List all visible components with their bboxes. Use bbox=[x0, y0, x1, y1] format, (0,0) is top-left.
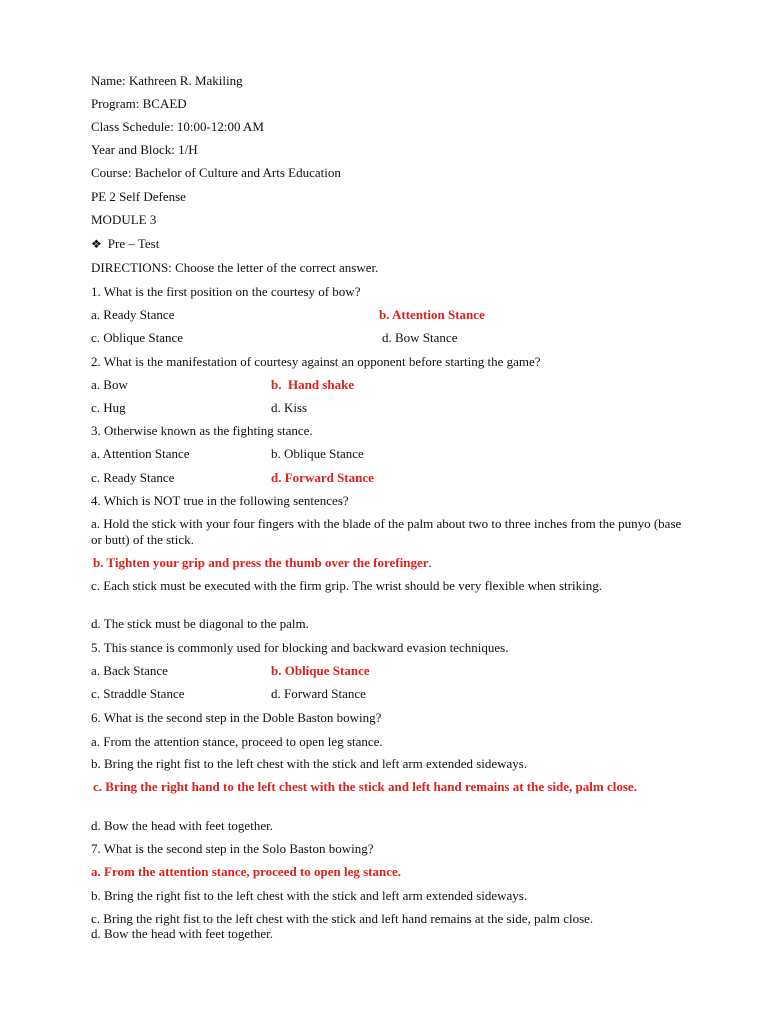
q2-option-b-answer: b. Hand shake bbox=[271, 377, 355, 392]
question-7: 7. What is the second step in the Solo Baston bowing? bbox=[91, 841, 374, 856]
course: Course: Bachelor of Culture and Arts Education bbox=[91, 165, 341, 180]
q4-option-b-answer: b. Tighten your grip and press the thumb over the forefinger. bbox=[93, 555, 432, 570]
question-2: 2. What is the manifestation of courtesy against an opponent before starting the game? bbox=[91, 354, 541, 369]
q2-option-d: d. Kiss bbox=[271, 400, 308, 415]
directions: DIRECTIONS: Choose the letter of the correct answer. bbox=[91, 260, 379, 275]
question-5: 5. This stance is commonly used for blocking and backward evasion techniques. bbox=[91, 640, 509, 655]
q3-option-a: a. Attention Stance bbox=[91, 446, 190, 461]
q7-option-d: d. Bow the head with feet together. bbox=[91, 926, 273, 941]
q1-option-a: a. Ready Stance bbox=[91, 307, 175, 322]
module-label: MODULE 3 bbox=[91, 212, 157, 227]
q1-option-d: d. Bow Stance bbox=[382, 330, 458, 345]
q5-option-c: c. Straddle Stance bbox=[91, 686, 185, 701]
q5-option-a: a. Back Stance bbox=[91, 663, 168, 678]
q4-option-d: d. The stick must be diagonal to the palm. bbox=[91, 616, 309, 631]
question-6: 6. What is the second step in the Doble Baston bowing? bbox=[91, 710, 382, 725]
q4-option-a: a. Hold the stick with your four fingers with the blade of the palm about two to three inches from the punyo (base or butt) of the stick. bbox=[91, 516, 682, 547]
q7-option-c: c. Bring the right fist to the left chest with the stick and left hand remains at the side, palm close. bbox=[91, 911, 594, 926]
q7-option-b: b. Bring the right fist to the left chest with the stick and left arm extended sideways. bbox=[91, 888, 528, 903]
year-block: Year and Block: 1/H bbox=[91, 142, 198, 157]
student-name: Name: Kathreen R. Makiling bbox=[91, 73, 243, 88]
q6-option-c-answer: c. Bring the right hand to the left chest with the stick and left hand remains at the side, palm close. bbox=[93, 779, 637, 794]
q6-option-d: d. Bow the head with feet together. bbox=[91, 818, 273, 833]
question-4: 4. Which is NOT true in the following sentences? bbox=[91, 493, 349, 508]
q2-option-a: a. Bow bbox=[91, 377, 128, 392]
section-title: Pre – Test bbox=[107, 236, 160, 251]
q2-option-c: c. Hug bbox=[91, 400, 126, 415]
q1-option-c: c. Oblique Stance bbox=[91, 330, 184, 345]
q6-option-a: a. From the attention stance, proceed to open leg stance. bbox=[91, 734, 383, 749]
q3-option-c: c. Ready Stance bbox=[91, 470, 175, 485]
program: Program: BCAED bbox=[91, 96, 187, 111]
q6-option-b: b. Bring the right fist to the left chest with the stick and left arm extended sideways. bbox=[91, 756, 528, 771]
q3-option-d-answer: d. Forward Stance bbox=[271, 470, 374, 485]
q4-option-c: c. Each stick must be executed with the firm grip. The wrist should be very flexible when striking. bbox=[91, 578, 602, 593]
question-1: 1. What is the first position on the courtesy of bow? bbox=[91, 284, 361, 299]
q5-option-d: d. Forward Stance bbox=[271, 686, 366, 701]
q1-option-b-answer: b. Attention Stance bbox=[379, 307, 485, 322]
q5-option-b-answer: b. Oblique Stance bbox=[271, 663, 370, 678]
question-3: 3. Otherwise known as the fighting stance. bbox=[91, 423, 313, 438]
section-heading bbox=[91, 236, 159, 252]
class-schedule: Class Schedule: 10:00-12:00 AM bbox=[91, 119, 264, 134]
subject: PE 2 Self Defense bbox=[91, 189, 186, 204]
q7-option-a-answer: a. From the attention stance, proceed to open leg stance. bbox=[91, 864, 402, 879]
diamond-bullet-icon: ❖ bbox=[91, 237, 102, 251]
q3-option-b: b. Oblique Stance bbox=[271, 446, 364, 461]
